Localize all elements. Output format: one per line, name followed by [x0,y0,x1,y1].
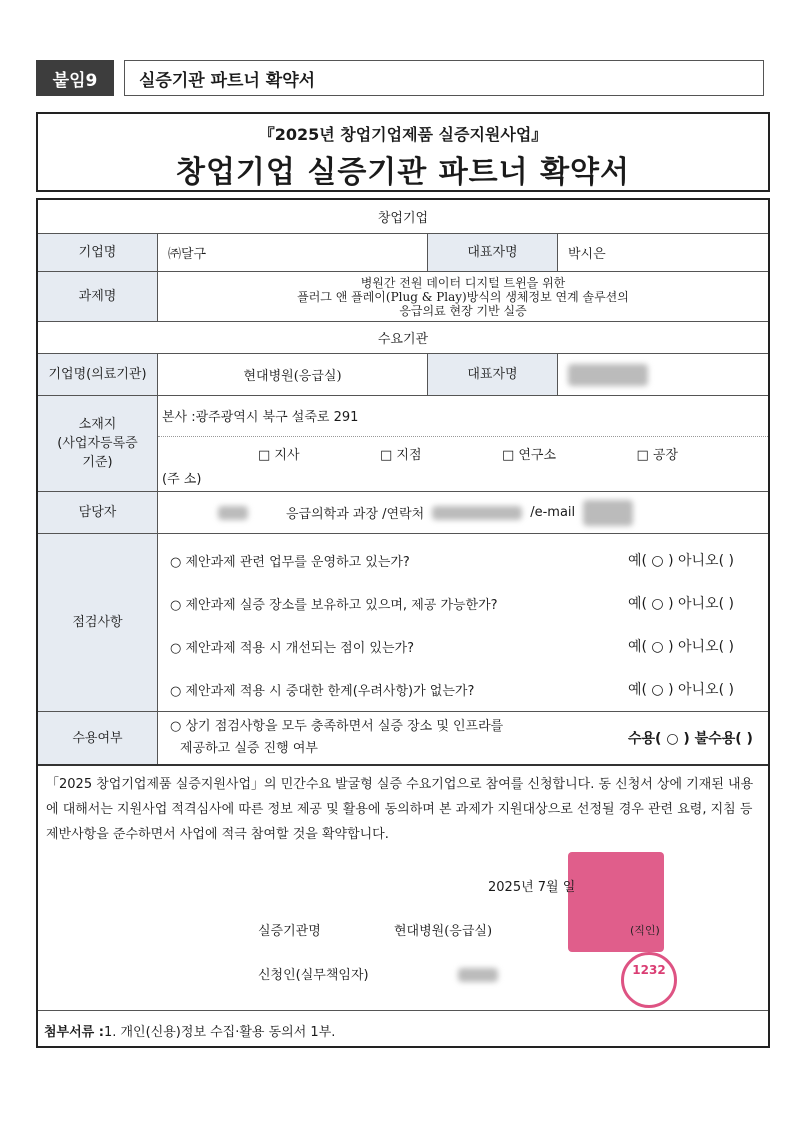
project-line: 플러그 앤 플레이(Plug & Play)방식의 생체정보 연계 솔루션의 [297,289,629,304]
org-name-value: 현대병원(응급실) [394,924,493,939]
checkbox-lab[interactable]: □ 연구소 [501,448,557,463]
attachment-value: 1. 개인(신용)정보 수집·활용 동의서 1부. [103,1025,336,1040]
checkbox-office[interactable]: □ 지점 [379,448,422,463]
contact-email-label: /e-mail [530,505,576,520]
section-startup [38,200,768,234]
demand-company-row [38,354,768,396]
checklist-question: ○ 제안과제 관련 업무를 운영하고 있는가? [170,554,410,570]
location-row [38,396,768,492]
seal-text: 1232 [632,963,666,977]
branch-options [258,444,678,463]
redacted-email [583,500,633,526]
declaration-text: 「2025 창업기업제품 실증지원사업」의 민간수요 발굴형 실증 수요기업으로 참여를 신청합니다. 동 신청서 상에 기재된 내용에 대해서는 지원사업 적격심사에 따른 정보 제공 및 활용에 동의하며 본 과제가 지원대상으로 선정될 경우 관련 요령, 지침 등 제반사항을 준수하면서 사업에 적극 참여할 것을 확약합니다. [46,777,754,842]
checklist-answer[interactable]: 예( ○ ) 아니오( ) [628,596,734,612]
contact-row [38,492,768,534]
acceptance-question [158,716,628,760]
redacted-applicant [458,968,498,982]
project-label: 과제명 [38,272,158,321]
redacted-name [218,506,248,520]
company-value: ㈜달구 [158,234,428,271]
checkbox-branch[interactable]: □ 지사 [258,448,300,463]
project-row [38,272,768,322]
project-line: 응급의료 현장 기반 실증 [399,303,527,318]
applicant-label: 신청인(실무책임자) [258,968,369,983]
checklist-answer[interactable]: 예( ○ ) 아니오( ) [628,639,734,655]
contact-label: 담당자 [38,492,158,533]
checklist-item [158,588,768,618]
contact-dept: 응급의학과 과장 /연락처 [286,507,425,522]
checkbox-factory[interactable]: □ 공장 [636,448,678,463]
checklist-question: ○ 제안과제 적용 시 개선되는 점이 있는가? [170,640,414,656]
redacted-phone [432,506,522,520]
checklist-item [158,674,768,704]
label-line: 소재지 [78,417,117,432]
checklist-label: 점검사항 [38,534,158,711]
acceptance-row [38,712,768,766]
document-title-box [36,112,770,192]
form-table [36,198,770,1048]
checklist-item [158,631,768,661]
seal-label: (직인) [630,924,660,937]
company-label: 기업명 [38,234,158,271]
project-line: 병원간 전원 데이터 디지털 트윈을 위한 [360,275,566,290]
demand-company-label: 기업명(의료기관) [38,354,158,395]
attachment-title: 실증기관 파트너 확약서 [124,60,764,96]
attachment-label: 첨부서류 : [44,1025,104,1040]
attachment-row [38,1010,768,1050]
contact-value [158,492,768,533]
ceo-label: 대표자명 [428,234,558,271]
demand-company-value: 현대병원(응급실) [158,354,428,395]
address-label: (주 소) [162,472,202,487]
startup-company-row [38,234,768,272]
acceptance-line: 제공하고 실증 진행 여부 [180,741,318,756]
hq-address: 본사 :광주광역시 북구 설죽로 291 [162,410,359,425]
divider [158,436,768,437]
checklist-answer[interactable]: 예( ○ ) 아니오( ) [628,553,734,569]
org-name-label: 실증기관명 [258,924,321,939]
checklist-item [158,545,768,575]
checklist-answer[interactable]: 예( ○ ) 아니오( ) [628,682,734,698]
acceptance-value [158,712,768,764]
section-title: 수요기관 [377,332,429,347]
document-title: 창업기업 실증기관 파트너 확약서 [175,155,631,190]
checklist-question: ○ 제안과제 실증 장소를 보유하고 있으며, 제공 가능한가? [170,597,498,613]
location-value [158,396,768,491]
demand-ceo-label: 대표자명 [428,354,558,395]
attachment-tag: 붙임9 [36,60,114,96]
demand-ceo-value [558,354,768,395]
project-title [158,272,768,321]
section-title: 창업기업 [377,211,429,226]
location-label [38,396,158,491]
redacted-name [568,364,648,386]
signature-date: 2025년 7월 일 [488,880,576,895]
label-line: (사업자등록증 [57,436,138,451]
acceptance-line: ○ 상기 점검사항을 모두 충족하면서 실증 장소 및 인프라를 [170,719,504,734]
checklist-question: ○ 제안과제 적용 시 중대한 한계(우려사항)가 없는가? [170,683,475,699]
ceo-value: 박시은 [568,247,606,262]
acceptance-label: 수용여부 [38,712,158,764]
label-line: 기준) [82,455,113,470]
section-demand [38,322,768,354]
personal-seal-icon [621,952,677,1008]
attachment-header [36,60,764,96]
document-subtitle: 『2025년 창업기업제품 실증지원사업』 [258,125,548,144]
acceptance-answer[interactable]: 수용( ○ ) 불수용( ) [628,731,753,747]
